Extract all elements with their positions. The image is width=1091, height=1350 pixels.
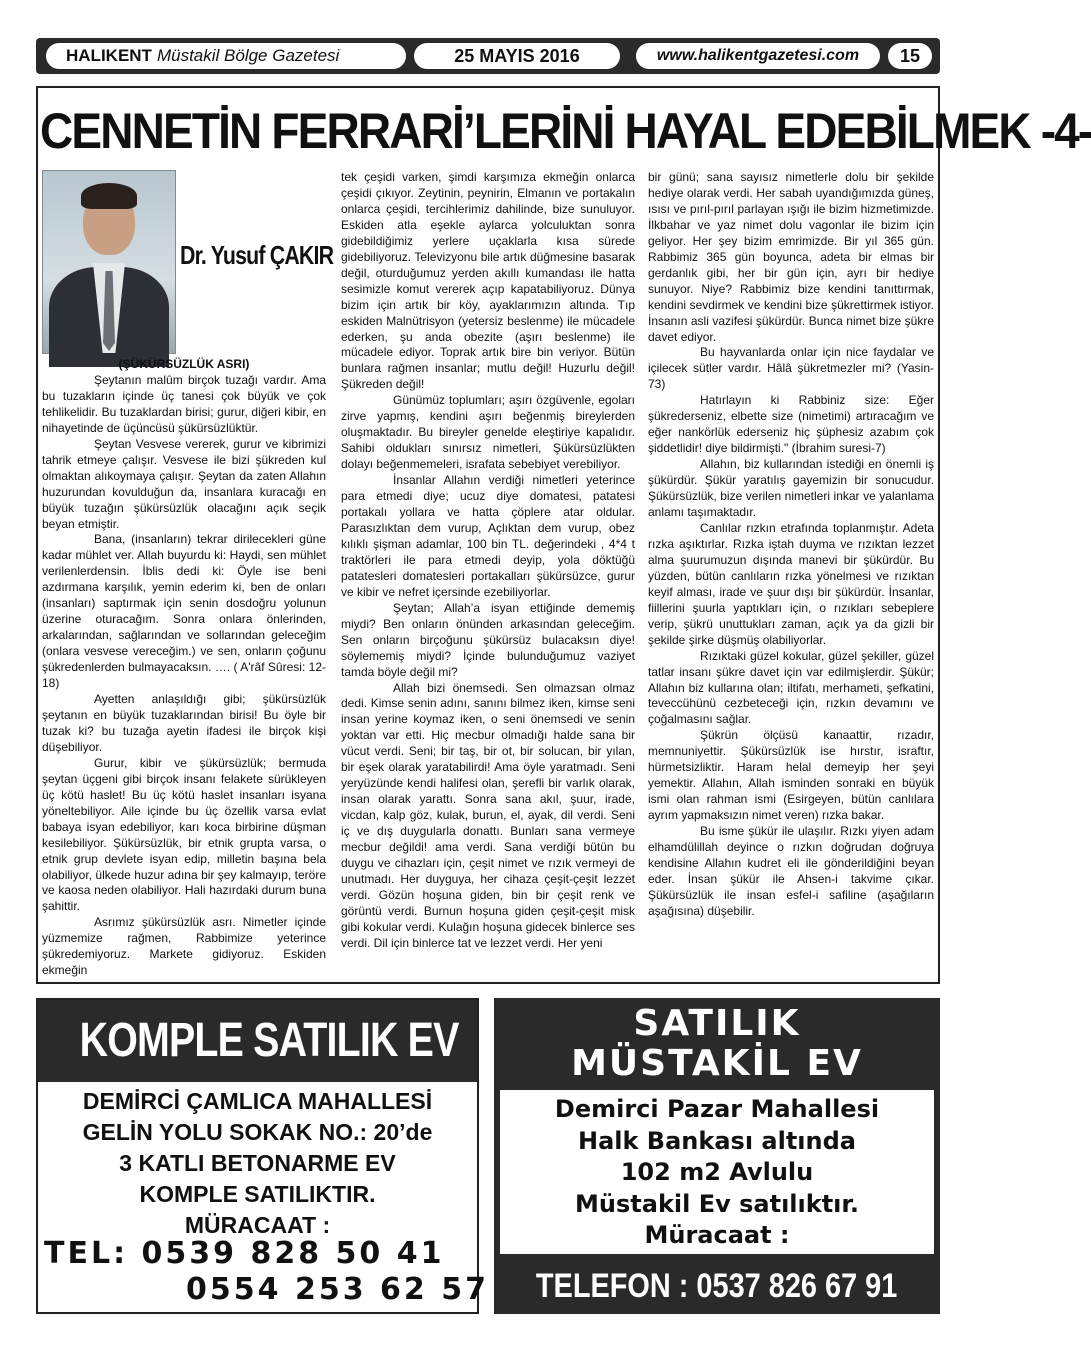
- paragraph: Şükrün ölçüsü kanaattir, rızadır, memnuniyettir. Şükürsüzlük ise hırstır, israftır, hürmetsizliktir. Haram helal demeyip her şeyi yemektir. Allahın, Allah isminden sonraki en büyük ismi olan rahman ismi (Esirgeyen, bütün canlılara ayrım yapmaksızın nimet veren) rızka bakar.: [648, 728, 934, 823]
- newspaper-subtitle: Müstakil Bölge Gazetesi: [156, 46, 340, 65]
- ad-line: Müstakil Ev satılıktır.: [575, 1189, 859, 1218]
- ad-line: DEMİRCİ ÇAMLICA MAHALLESİ: [82, 1088, 433, 1114]
- paragraph: İnsanlar Allahın verdiği nimetleri yeterince para etmedi diye; ucuz diye domatesi, patatesi portakalı yollara ve hatta çöplere atar oldular. Parasızlıktan dem vurup, Açlıktan dem vurup, obez kılıklı şişman adamlar, 100 bin TL. değerindeki , 4*4 t traktörleri ile para etmedi deyip, yola döktüğü patatesleri domatesleri portakalları şükürsüzce, gurur ve kibir ve nefret içersinde ezebiliyorlar.: [341, 473, 635, 599]
- phone-number-1[interactable]: 0539 828 50 41: [141, 1236, 445, 1271]
- paragraph: Bu isme şükür ile ulaşılır. Rızkı yiyen adam elhamdülillah deyince o rızkın doğrudan doğruya kendisine Allahın kudret eli ile gönderildiğini beyan eder. İnsan şükür ile Ahsen-i takvime çıkar. Şükürsüzlük ile insan esfel-i safiline (aşağıların aşağısına) düşebilir.: [648, 824, 934, 918]
- paragraph: Şeytan Vesvese vererek, gurur ve kibrimizi tahrik etmeye çalışır. Vesvese ile bizi şükreden kul olmaktan alıkoymaya çalışır. Şeytan da zaten Allahın huzurundan kovulduğun da, insanlara kuracağı en büyük tuzağın şükürsüzlük olacağını açık seçik beyan etmiştir.: [42, 436, 326, 531]
- paragraph: Canlılar rızkın etrafında toplanmıştır. Adeta rızka aşıktırlar. Rızka iştah duyma ve rızıktan lezzet alma şuurumuzun dışında manevi bir şükürdür. Bu yüzden, bütün canlıların rızka yönelmesi ve rızıktan keyif alması, irade ve şuur dışı bir şükürdür. İnsanlar, fiillerini şuurla yaptıkları için, o rızıkları sebeplere verip, şükrü unuttukları zaman, açık ya da gizli bir şekilde şirke düşmüş olabiliyorlar.: [648, 520, 934, 647]
- ad-phone[interactable]: [494, 1262, 940, 1310]
- paragraph: Günümüz toplumları; aşırı özgüvenle, egoları zirve yapmış, kendini aşırı beğenmiş bireylerden oluşmaktadır. Bu bireyler genelde eleştiriye kapalıdır. Sahibi oldukları sınırsız nimetleri, Şükürsüzlükten dolayı beğenmemeleri, israfata sebebiyet verebiliyor.: [341, 393, 635, 472]
- ad-line: Müracaat :: [644, 1221, 790, 1249]
- paragraph: tek çeşidi varken, şimdi karşımıza ekmeğin onlarca çeşidi çıkıyor. Zeytinin, peynirin, Elmanın ve portakalın onlarca çeşidi, tercihlerimiz dahilinde, bize sunuluyor. Eskiden atla eşekle aylarca yolculuktan sonra gidebildiğimiz yerlere uçaklarla kısa sürede gidebiliyoruz. Televizyonu bile artık düğmesine basarak değil, oturduğumuz yerden akıllı kumandası ile hatta sesimizle komut vererek açıp kapatabiliyoruz. Dünya bizim için artık bir köy, ayaklarımızın altında. Tıp eskiden Malnütrisyon (yetersiz beslenme) ile mücadele ederken, şu anda obezite (aşırı beslenme) ile mücadele ediyor. Toprak artık bire bin veriyor. Bütün bunlara rağmen insanlar; mutlu değil! Huzurlu değil! Şükreden değil!: [341, 170, 635, 392]
- ad-details: [500, 1090, 934, 1254]
- author-photo: [42, 170, 176, 354]
- ad-phone-block: [44, 1236, 489, 1308]
- tel-label: TEL:: [44, 1236, 129, 1271]
- issue-date: 25 MAYIS 2016: [414, 43, 620, 69]
- ad-line: KOMPLE SATILIKTIR.: [139, 1181, 376, 1207]
- newspaper-title: HALIKENT: [66, 46, 152, 65]
- classified-ad-detached-house: [494, 998, 940, 1314]
- paragraph: Asrımız şükürsüzlük asrı. Nimetler içinde yüzmemize rağmen, Rabbimize yeterince şükredemiyoruz. Markete gidiyoruz. Eskiden ekmeğin: [42, 915, 326, 978]
- ad-title-line-2: MÜSTAKİL EV: [571, 1043, 863, 1084]
- ad-title: [38, 1000, 477, 1082]
- classified-ad-house-for-sale: [36, 998, 489, 1314]
- ad-line: 3 KATLI BETONARME EV: [119, 1150, 396, 1176]
- paragraph: Gurur, kibir ve şükürsüzlük; bermuda şeytan üçgeni gibi birçok insanı felakete sürükleyen üç kötü haslet! Bu üç kötü haslet insanları isyana yöneltebiliyor. Aile içinde bu üç özellik varsa evlat babaya isyan edebiliyor, karı koca birbirine düşman kesilebiliyor. Şükürsüzlük, bir etnik grupta varsa, o etnik grup devlete isyan edip, milletin başına bela olabiliyor, ülkede huzur adına bir şey kalmayıp, teröre ve kaosa neden olabiliyor. Hali hazırdaki durum buna şahittir.: [42, 755, 326, 914]
- newspaper-name: [46, 43, 406, 69]
- paragraph: Şeytanın malûm birçok tuzağı vardır. Ama bu tuzakların içinde üç tanesi çok büyük ve çok tehlikelidir. Bu tuzaklardan birisi; gurur, diğeri kibir, en nihayetinde de üçüncüsü şükürsüzlüktür.: [42, 372, 326, 435]
- photo-hair: [81, 183, 137, 209]
- paragraph: Şeytan; Allah’a isyan ettiğinde dememiş miydi? Ben onların önünden arkasından geleceğim. Sen onların birçoğunu şükürsüz bulacaksın diye! söylememiş miydi? İçinde bulunduğumuz vaziyet tamda böyle değil mi?: [341, 600, 635, 679]
- article-column-1: [42, 357, 326, 979]
- website-url[interactable]: www.halikentgazetesi.com: [636, 43, 880, 69]
- ad-title-line-1: SATILIK: [633, 1003, 801, 1044]
- ad-line: 102 m2 Avlulu: [620, 1158, 814, 1186]
- phone-number-2[interactable]: 0554 253 62 57: [186, 1272, 489, 1307]
- section-subheading: (ŞÜKÜRSÜZLÜK ASRI): [118, 357, 250, 371]
- ad-line: MÜRACAAT :: [184, 1212, 331, 1238]
- ad-details: [38, 1086, 477, 1241]
- phone-number[interactable]: TELEFON : 0537 826 67 91: [536, 1267, 898, 1305]
- author-name: Dr. Yusuf ÇAKIR: [180, 240, 334, 270]
- paragraph: Hatırlayın ki Rabbiniz size: Eğer şükrederseniz, elbette size (nimetimi) artıracağım ve eğer nankörlük ederseniz hiç şüphesiz azabım çok şiddetlidir! diye bildirmişti." (İbrahim suresi-7): [648, 393, 934, 456]
- article-column-2: [341, 170, 635, 952]
- paragraph: Ayetten anlaşıldığı gibi; şükürsüzlük şeytanın en büyük tuzaklarından birisi! Bu öyle bir tuzak ki? bu tuzağa ayetin ifadesi ile birçok kişi düşebiliyor.: [42, 692, 326, 754]
- ad-title: [494, 1004, 940, 1084]
- paragraph: Bana, (insanların) tekrar dirilecekleri güne kadar mühlet ver. Allah buyurdu ki: Haydi, sen mühlet verilenlerdensin. İblis dedi ki: Öyle ise beni azdırmana karşılık, yemin ederim ki, ben de onları (insanları) saptırmak için senin dosdoğru yolunun üzerine oturacağım. Sonra onlara önlerinden, arkalarından, sağlarından ve sollarından geleceğim (onlara vesvese vereceğim.) ve sen, onların çoğunu şükredenlerden bulmayacaksın. …. ( A'râf Sûresi: 12-18): [42, 532, 326, 691]
- page-number: 15: [888, 43, 932, 69]
- paragraph: bir günü; sana sayısız nimetlerle dolu bir şekilde hediye olarak verdi. Her sabah uyandığımızda güneş, ısısı ve pırıl-pırıl parlayan ışığı ile bizim hizmetimizde. İlkbahar ve yaz nimet dolu vagonlar ile bizim için geliyor. Her şey bizim emrimizde. Bir yıl 365 gün. Rabbimiz 365 gün boyunca, adeta bir elmas bir gerdanlık gibi, her bir gün için, ayrı bir hediye sunuyor. Niye? Rabbimiz bize kendini tanıttırmak, kendini sevdirmek ve kendini bize şükrettirmek istiyor. İnsanın asli vazifesi şükürdür. Bunca nimet bize şükre davet ediyor.: [648, 170, 934, 344]
- article-headline: CENNETİN FERRARİ’LERİNİ HAYAL EDEBİLMEK -4-: [40, 103, 1091, 159]
- ad-line: GELİN YOLU SOKAK NO.: 20’de: [82, 1119, 433, 1145]
- ad-line: Halk Bankası altında: [577, 1126, 856, 1155]
- paragraph: Bu hayvanlarda onlar için nice faydalar ve içilecek sütler vardır. Hâlâ şükretmezler mi? (Yasin-73): [648, 345, 934, 392]
- article-column-3: [648, 170, 934, 920]
- ad-title-text: KOMPLE SATILIK EV: [79, 1014, 459, 1067]
- paragraph: Allahın, biz kullarından istediği en önemli iş şükürdür. Şükür yaratılış gayemizin bir sonucudur. Şükürsüzlük, bize verilen nimetleri inkar ve yalanlama anlamı taşımaktadır.: [648, 457, 934, 520]
- page-header: [36, 38, 940, 74]
- paragraph: Allah bizi önemsedi. Sen olmazsan olmaz dedi. Kimse senin adını, sanını bilmez iken, kimse seni insan yerine koymaz iken, o seni önemsedi ve senin yoktan var etti. Hiç mecbur olmadığı halde sana bir vücut verdi. Seni; bir taş, bir ot, bir solucan, bir yılan, bir eşek olarak yaratabilirdi! Ama öyle yaratmadı. Seni yeryüzünde kendi halifesi olan, şerefli bir varlık olarak, insan olarak yarattı. Sonra sana akıl, şuur, irade, vicdan, kalp göz, kulak, burun, el, ayak, dil verdi. Seni iç ve dış duygularla donattı. Bunları sana vermeye mecbur değildi! ama verdi. Sana verdiği bütün bu duygu ve cihazları için, çeşit nimet ve rızık vermeyi de unutmadı. Her duyguya, her cihaza çeşit-çeşit lezzet verdi. Gözün hoşuna giden, bin bir çeşit renk ve görüntü verdi. Burnun hoşuna giden çeşit-çeşit misk gibi kokular verdi. Kulağın hoşuna gidecek binlerce ses verdi. Dil için binlerce tat ve lezzet verdi. Her yeni: [341, 680, 635, 950]
- paragraph: Rızıktaki güzel kokular, güzel şekiller, güzel tatlar insanı şükre davet için var edilmişlerdir. Şükür; Allahın biz kullarına olan; iltifatı, merhameti, şefkatini, teveccühünü cezbeteceği için, rızkın devamını ve çoğalmasını sağlar.: [648, 648, 934, 727]
- ad-line: Demirci Pazar Mahallesi: [554, 1095, 880, 1123]
